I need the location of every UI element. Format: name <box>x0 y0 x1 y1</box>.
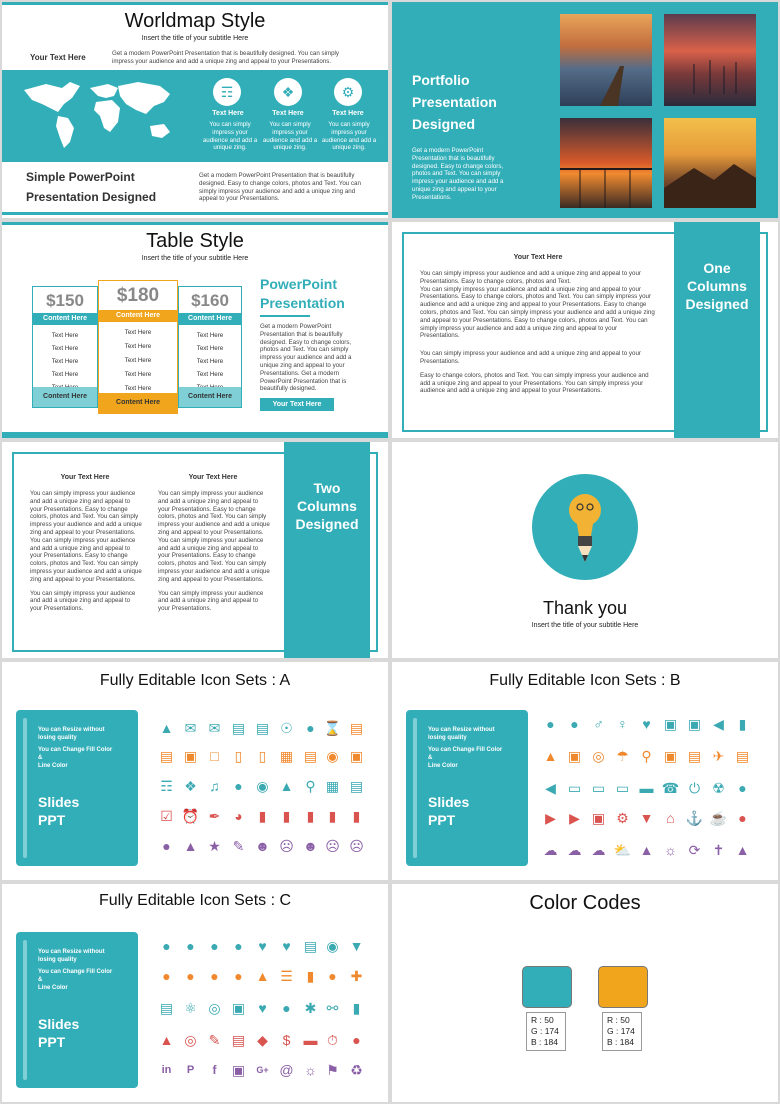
battery-mid-icon: ▭ <box>615 780 630 796</box>
wink-icon: ☹ <box>325 838 340 854</box>
video-camera-icon: ▣ <box>687 716 702 732</box>
cloudy-icon: ☁ <box>591 842 606 858</box>
row-text: Text Here <box>51 371 79 378</box>
angry-icon: ☹ <box>349 838 364 854</box>
side-panel <box>284 442 370 658</box>
kidney-icon: ● <box>210 938 219 954</box>
card-line: You can Resize without <box>38 949 105 955</box>
male-symbol-icon: ♂ <box>593 716 604 732</box>
card-line: You can Change Fill Color <box>428 747 503 753</box>
diamond-icon: ◆ <box>257 1032 268 1048</box>
card-line: You can Change Fill Color <box>38 747 113 753</box>
paragraph: Easy to change colors, photos and Text. You can simply impress your audience and add a unique zing and appeal to your Presentations. You can simply impress your audience and add a unique zing and appeal to your Presentations. <box>420 371 649 395</box>
pencil-icon: ✎ <box>232 838 245 854</box>
google-plus-icon: G+ <box>256 1065 269 1075</box>
your-text-label: Your Text Here <box>30 53 86 62</box>
gear-icon: ⚙ <box>334 78 362 106</box>
photo-mountains <box>664 118 756 208</box>
man-icon: ● <box>546 716 555 732</box>
card-line: Line Color <box>38 763 68 769</box>
lock-icon: ▣ <box>567 748 582 764</box>
speaker-icon: ◀ <box>545 780 556 796</box>
side-panel <box>674 222 760 438</box>
at-icon: @ <box>279 1062 294 1078</box>
pinterest-icon: P <box>186 1064 195 1076</box>
signpost-icon: ✝ <box>712 842 725 858</box>
card-line: Line Color <box>38 985 68 991</box>
camera-icon: ▣ <box>663 716 678 732</box>
document-icon: ▮ <box>328 808 337 824</box>
feature-title: Text Here <box>272 110 304 117</box>
card-line: You can Change Fill Color <box>38 969 113 975</box>
info-card <box>406 710 528 866</box>
trophy-icon: ★ <box>208 838 221 854</box>
growth-chart-icon: ▤ <box>255 720 270 736</box>
laptop-icon: ▣ <box>183 748 198 764</box>
settings-icon: ⚙ <box>616 810 629 826</box>
paragraph: You can simply impress your audience and add a unique zing and appeal to your Presentations. <box>30 589 136 613</box>
column-text <box>420 270 656 395</box>
microphone-icon: ▮ <box>738 716 747 732</box>
paragraph: You can simply impress your audience and add a unique zing and appeal to your Presentations. Easy to change colors, photos and Text. You can simply impress your audience and add a unique zing and appeal to your Presentations. You can simply impress your audience and add a unique zing and appeal to your Presentations. Easy to change colors, photos and Text. You can simply impress your audience and add a unique zing and appeal to your Presentations. <box>30 490 142 583</box>
recycle-icon: ♻ <box>350 1062 363 1078</box>
female-symbol-icon: ♀ <box>617 716 628 732</box>
slide-thank-you[interactable] <box>392 442 778 658</box>
slide-subtitle: Insert the title of your subtitle Here <box>141 35 249 42</box>
megaphone-icon: ◀ <box>713 716 724 732</box>
card-brand: Slides <box>428 794 470 810</box>
card-bar <box>23 940 27 1080</box>
side-divider <box>260 315 310 317</box>
stethoscope-icon: ◎ <box>184 1032 197 1048</box>
card-line: You can Resize without <box>428 727 495 733</box>
medal-icon: ● <box>162 838 171 854</box>
card-line: You can Resize without <box>38 727 105 733</box>
battery-low-icon: ▭ <box>591 780 606 796</box>
sun-icon: ☼ <box>664 842 677 858</box>
side-label: Designed <box>685 296 749 312</box>
portfolio-title: Portfolio <box>412 72 470 88</box>
car-icon: ▤ <box>735 748 750 764</box>
coffee-icon: ☕ <box>709 810 728 826</box>
dollar-icon: $ <box>282 1032 291 1048</box>
paragraph: You can simply impress your audience and add a unique zing and appeal to your Presentations. <box>420 350 641 365</box>
feature-body: You can simply impress your audience and add a unique zing. <box>202 121 258 152</box>
color-swatch <box>598 966 648 1008</box>
book-icon: ☶ <box>160 778 173 794</box>
row-text: Text Here <box>51 358 79 365</box>
column-1-text <box>30 490 142 613</box>
smile-icon: ☻ <box>255 838 270 854</box>
info-card <box>16 932 138 1088</box>
top-accent <box>2 222 388 225</box>
card-line: losing quality <box>38 735 77 741</box>
card-line: & <box>38 977 43 983</box>
side-label: Designed <box>295 516 359 532</box>
stethoscope-icon: ◎ <box>208 1000 221 1016</box>
slide-title: Worldmap Style <box>124 10 266 32</box>
flask-icon: ▲ <box>159 1032 174 1048</box>
bottom-title: Presentation Designed <box>26 190 157 204</box>
ribs-icon: ☰ <box>280 968 293 984</box>
card-line: losing quality <box>428 735 467 741</box>
world-map-icon <box>18 78 178 150</box>
row-text: Text Here <box>124 343 152 350</box>
portfolio-body: Get a modern PowerPoint Presentation that is beautifully designed. Easy to change colors, photos and Text. You can simply impress your audience and add a unique zing and appeal to your Presentations. <box>412 147 504 201</box>
brain-icon: ● <box>234 968 243 984</box>
globe-stand-icon: ● <box>306 720 315 736</box>
anchor-icon: ⚓ <box>685 810 704 826</box>
feature-title: Text Here <box>332 110 364 117</box>
row-text: Text Here <box>51 345 79 352</box>
slide-one-column[interactable] <box>392 222 778 438</box>
document-icon: ▮ <box>282 808 291 824</box>
mail-icon: ✉ <box>184 720 197 736</box>
color-swatch <box>522 966 572 1008</box>
column-footer: Content Here <box>179 387 241 407</box>
idea-icon: ☼ <box>304 1062 317 1078</box>
slide-title: Fully Editable Icon Sets : B <box>489 672 681 689</box>
paragraph: You can simply impress your audience and add a unique zing and appeal to your Presentations. <box>158 589 264 613</box>
portfolio-title: Presentation <box>412 94 497 110</box>
card-bar <box>413 718 417 858</box>
price-column-featured <box>98 280 178 414</box>
column-2-text <box>158 490 270 613</box>
photo-pier <box>560 14 652 106</box>
umbrella-icon: ☂ <box>616 748 629 764</box>
card-text <box>428 726 524 770</box>
money-icon: ▤ <box>231 1032 246 1048</box>
card-brand: Slides <box>38 794 80 810</box>
linkedin-icon: in <box>161 1064 172 1076</box>
puzzle-icon: ❖ <box>184 778 197 794</box>
puzzle-icon: ❖ <box>274 78 302 106</box>
card-brand: PPT <box>428 812 456 828</box>
price-column <box>178 286 242 408</box>
column-footer: Content Here <box>99 393 177 413</box>
location-pin-icon: ● <box>738 780 747 796</box>
grid-icon: ▦ <box>325 778 340 794</box>
column-heading: Your Text Here <box>188 474 238 481</box>
book-icon: ☶ <box>213 78 241 106</box>
piggy-bank-icon: ● <box>738 810 747 826</box>
heartbeat-icon: ♥ <box>258 1000 267 1016</box>
slide-color-codes[interactable] <box>392 884 778 1102</box>
suitcase-icon: ▤ <box>687 748 702 764</box>
hourglass-icon: ⌛ <box>323 720 342 736</box>
eye-icon: ◉ <box>326 938 339 954</box>
column-heading: Your Text Here <box>60 474 110 481</box>
paragraph: You can simply impress your audience and add a unique zing and appeal to your Presentations. Easy to change colors, photos and Text. You can simply impress your audience and add a unique zing and appeal to your Presentations. Easy to change colors, photos and Text. You can simply impress your audience and add a unique zing and appeal to your Presentations. Easy to change colors, photos and Text. You can simply impress your audience and add a unique zing and appeal to your Presentations. <box>420 285 655 340</box>
monitor-icon: □ <box>210 748 219 764</box>
slide-worldmap[interactable] <box>2 2 388 218</box>
power-icon: ⏻ <box>688 780 701 796</box>
card-line: Line Color <box>428 763 458 769</box>
uterus-icon: ♥ <box>282 938 291 954</box>
fog-icon: ▲ <box>639 842 654 858</box>
row-text: Text Here <box>196 332 224 339</box>
clipboard-icon: ▤ <box>159 1000 174 1016</box>
card-brand: PPT <box>38 1034 66 1050</box>
calculator-icon: ▦ <box>279 748 294 764</box>
chat-icon: ◉ <box>326 748 339 764</box>
target-icon: ◎ <box>592 748 605 764</box>
rgb-b: B : 184 <box>607 1037 634 1047</box>
card-bar <box>23 718 27 858</box>
card-text <box>38 726 134 770</box>
medical-cross-icon: ✚ <box>350 968 363 984</box>
unlock-icon: ▣ <box>663 748 678 764</box>
photo-sunset-bridge <box>560 118 652 208</box>
slide-icons-b[interactable] <box>392 662 778 880</box>
first-aid-icon: ▣ <box>231 1000 246 1016</box>
side-title: Presentation <box>260 295 345 311</box>
airplane-icon: ✈ <box>712 748 725 764</box>
row-text: Text Here <box>196 345 224 352</box>
globe-icon: ☉ <box>280 720 293 736</box>
cloud-icon: ☁ <box>543 842 558 858</box>
heart-icon: ♥ <box>642 716 651 732</box>
card-text <box>38 948 134 992</box>
tablet-icon: ▯ <box>234 748 243 764</box>
video-play-icon: ▶ <box>569 810 580 826</box>
bone-icon: ▮ <box>306 968 315 984</box>
twitter-icon: ▣ <box>231 1062 246 1078</box>
price-value: $150 <box>46 291 84 310</box>
trash-icon: ▤ <box>303 748 318 764</box>
rgb-box <box>526 1012 566 1051</box>
flag-icon: ⚑ <box>326 1062 339 1078</box>
pelvis-icon: ● <box>328 968 337 984</box>
slide-icons-c[interactable] <box>2 884 388 1102</box>
alarm-clock-icon: ⏰ <box>181 808 200 824</box>
price-column <box>32 286 98 408</box>
row-text: Text Here <box>124 371 152 378</box>
feature-body: You can simply impress your audience and add a unique zing. <box>262 121 318 152</box>
rgb-r: R : 50 <box>607 1015 630 1025</box>
slide-icons-a[interactable] <box>2 662 388 880</box>
slide-title: Color Codes <box>529 892 641 914</box>
price-value: $180 <box>116 285 160 306</box>
drops-icon: ▲ <box>255 968 270 984</box>
bottom-accent <box>2 212 388 215</box>
radiation-icon: ☢ <box>712 780 725 796</box>
side-label: Columns <box>687 278 747 294</box>
brain-icon: ● <box>210 968 219 984</box>
woman-icon: ● <box>570 716 579 732</box>
bottom-accent <box>2 432 388 438</box>
palette-icon: ◉ <box>256 778 269 794</box>
rgb-r: R : 50 <box>531 1015 554 1025</box>
home-icon: ⌂ <box>666 810 675 826</box>
slide-title: Table Style <box>146 230 244 252</box>
feature-body: You can simply impress your audience and add a unique zing. <box>321 121 377 152</box>
sun-cloud-icon: ⛅ <box>613 842 632 858</box>
card-line: & <box>38 755 43 761</box>
telephone-icon: ☎ <box>661 780 680 796</box>
image-icon: ▣ <box>591 810 606 826</box>
side-label: One <box>703 260 731 276</box>
document-icon: ▮ <box>306 808 315 824</box>
rgb-b: B : 184 <box>531 1037 558 1047</box>
top-accent <box>2 2 388 5</box>
paragraph: You can simply impress your audience and add a unique zing and appeal to your Presentations. Easy to change colors, photos and Text. <box>420 270 641 285</box>
play-icon: ▶ <box>545 810 556 826</box>
apple-icon: ● <box>234 778 243 794</box>
pen-nib-icon: ✒ <box>208 808 221 824</box>
molecule-icon: ⚯ <box>326 1000 339 1016</box>
liver-icon: ● <box>186 938 195 954</box>
row-text: Text Here <box>124 385 152 392</box>
lungs-icon: ● <box>162 938 171 954</box>
music-icon: ♫ <box>209 778 220 794</box>
bottom-body: Get a modern PowerPoint Presentation that is beautifully designed. Easy to change colors, photos and Text. You can simply impress your audience and add a unique zing and appeal to your Presentations. <box>199 172 361 203</box>
your-text-button[interactable]: Your Text Here <box>260 398 334 411</box>
rain-cloud-icon: ☁ <box>567 842 582 858</box>
column-header: Content Here <box>179 313 241 325</box>
ship-icon: ▬ <box>303 1032 318 1048</box>
lightbulb-pencil-icon <box>532 474 638 580</box>
column-heading: Your Text Here <box>513 254 563 261</box>
intestine-icon: ▤ <box>303 938 318 954</box>
bar-chart-icon: ▤ <box>231 720 246 736</box>
stomach-icon: ● <box>234 938 243 954</box>
rgb-g: G : 174 <box>531 1026 559 1036</box>
fire-icon: ▲ <box>735 842 750 858</box>
key-icon: ⚲ <box>641 748 652 764</box>
rgb-box <box>602 1012 642 1051</box>
info-card <box>16 710 138 866</box>
battery-full-icon: ▬ <box>639 780 654 796</box>
thanks-title: Thank you <box>542 598 628 618</box>
paragraph: You can simply impress your audience and add a unique zing and appeal to your Presentations. Easy to change colors, photos and Text. You can simply impress your audience and add a unique zing and appeal to your Presentations. You can simply impress your audience and add a unique zing and appeal to your Presentations. Easy to change colors, photos and Text. You can simply impress your audience and add a unique zing and appeal to your Presentations. <box>158 490 270 583</box>
thumbs-up-icon: ▲ <box>159 720 174 736</box>
syringe-icon: ✎ <box>208 1032 221 1048</box>
slide-two-columns[interactable] <box>2 442 388 658</box>
slide-title: Fully Editable Icon Sets : A <box>99 672 291 689</box>
pills-icon: ● <box>282 1000 291 1016</box>
printer-icon: ▤ <box>159 748 174 764</box>
facebook-icon: f <box>212 1063 217 1077</box>
price-value: $160 <box>191 291 229 310</box>
slide-table[interactable] <box>2 222 388 438</box>
battery-empty-icon: ▭ <box>567 780 582 796</box>
side-title: PowerPoint <box>260 276 338 292</box>
intro-text: Get a modern PowerPoint Presentation that is beautifully designed. You can simply impress your audience and add a unique zing and appeal to your Presentations. <box>112 50 340 65</box>
checkbox-icon: ☑ <box>160 808 173 824</box>
slide-title: Fully Editable Icon Sets : C <box>98 892 292 909</box>
row-text: Text Here <box>196 371 224 378</box>
card-line: & <box>428 755 433 761</box>
row-text: Text Here <box>124 329 152 336</box>
medicine-bottle-icon: ▮ <box>352 1000 361 1016</box>
user-icon: ● <box>352 1032 361 1048</box>
row-text: Text Here <box>51 332 79 339</box>
atom-icon: ⚛ <box>184 1000 197 1016</box>
lightbulb-circle <box>532 474 638 580</box>
graduation-cap-icon: ▲ <box>279 778 294 794</box>
side-label: Two <box>313 480 341 496</box>
pin-icon: ▲ <box>183 838 198 854</box>
pie-chart-icon: ◕ <box>234 808 243 824</box>
column-header: Content Here <box>33 313 97 325</box>
presentation-icon: ▣ <box>349 748 364 764</box>
neutral-face-icon: ☻ <box>303 838 318 854</box>
magnifier-icon: ⚲ <box>305 778 316 794</box>
feature-title: Text Here <box>212 110 244 117</box>
slide-subtitle: Insert the title of your subtitle Here <box>141 255 249 262</box>
document-icon: ▮ <box>258 808 267 824</box>
slide-portfolio[interactable] <box>392 2 778 218</box>
column-header: Content Here <box>99 310 177 322</box>
column-footer: Content Here <box>33 387 97 407</box>
thanks-subtitle: Insert the title of your subtitle Here <box>531 622 639 629</box>
tie-icon: ▼ <box>639 810 654 826</box>
virus-icon: ✱ <box>304 1000 317 1016</box>
side-label: Columns <box>297 498 357 514</box>
notepad-icon: ▤ <box>349 778 364 794</box>
stopwatch-icon: ⏱ <box>327 1032 338 1048</box>
phone-icon: ▯ <box>258 748 267 764</box>
tooth-icon: ▼ <box>349 938 364 954</box>
card-brand: Slides <box>38 1016 80 1032</box>
rocket-icon: ▲ <box>543 748 558 764</box>
refresh-icon: ⟳ <box>688 842 701 858</box>
bottom-title: Simple PowerPoint <box>26 170 135 184</box>
cart-icon: ▤ <box>349 720 364 736</box>
sad-icon: ☹ <box>279 838 294 854</box>
head-brain-icon: ● <box>186 968 195 984</box>
heart-organ-icon: ♥ <box>258 938 267 954</box>
head-icon: ● <box>162 968 171 984</box>
row-text: Text Here <box>196 358 224 365</box>
row-text: Text Here <box>124 357 152 364</box>
side-body: Get a modern PowerPoint Presentation that is beautifully designed. Easy to change colors, photos and Text. You can simply impress your audience and add a unique zing and appeal to your Presentations. Get a modern PowerPoint Presentation that is beautifully designed. <box>260 323 352 393</box>
card-line: losing quality <box>38 957 77 963</box>
rgb-g: G : 174 <box>607 1026 635 1036</box>
open-mail-icon: ✉ <box>208 720 221 736</box>
photo-harbor <box>664 14 756 106</box>
portfolio-title: Designed <box>412 116 476 132</box>
document-icon: ▮ <box>352 808 361 824</box>
card-brand: PPT <box>38 812 66 828</box>
